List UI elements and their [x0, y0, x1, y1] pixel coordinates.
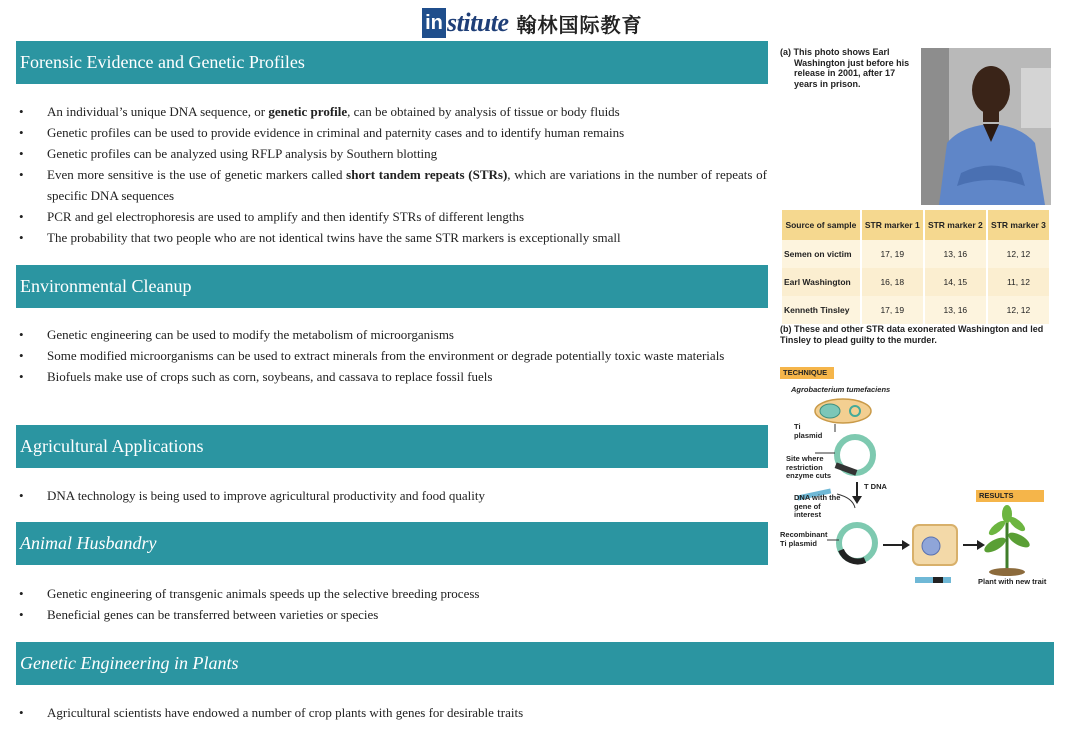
table-cell: 16, 18	[862, 268, 923, 296]
label-restriction-site: Site where restriction enzyme cuts	[786, 454, 832, 480]
label-agrobacterium: Agrobacterium tumefaciens	[791, 385, 891, 394]
list-item: • Agricultural scientists have endowed a number of crop plants with genes for desirable traits	[16, 702, 767, 723]
list-item: • Genetic profiles can be analyzed using RFLP analysis by Southern blotting	[16, 143, 767, 164]
bullet-list-environmental	[16, 324, 767, 387]
table-cell: Kenneth Tinsley	[782, 296, 860, 324]
logo-mark: in	[422, 8, 446, 38]
list-item: • Even more sensitive is the use of genetic markers called short tandem repeats (STRs), which are variations in the number of repeats of specific DNA sequences	[16, 164, 767, 206]
column-header: STR marker 3	[988, 210, 1049, 240]
results-tag: RESULTS	[976, 490, 1044, 502]
table-cell: 12, 12	[988, 296, 1049, 324]
label-t-dna: T DNA	[864, 482, 887, 491]
str-data-table	[780, 210, 1051, 324]
section-title: Agricultural Applications	[20, 436, 204, 456]
logo-chinese-name: 翰林国际教育	[516, 12, 643, 37]
column-header: STR marker 2	[925, 210, 986, 240]
section-banner-plants	[16, 642, 1054, 685]
technique-tag: TECHNIQUE	[780, 367, 834, 379]
table-cell: 13, 16	[925, 240, 986, 268]
table-cell: Earl Washington	[782, 268, 860, 296]
table-row	[782, 240, 1049, 268]
list-item: • Genetic profiles can be used to provide evidence in criminal and paternity cases and to identify human remains	[16, 122, 767, 143]
table-cell: 13, 16	[925, 296, 986, 324]
label-plant-new-trait: Plant with new trait	[978, 577, 1047, 586]
label-gene-of-interest: DNA with the gene of interest	[794, 493, 841, 519]
section-title: Genetic Engineering in Plants	[20, 653, 239, 673]
table-cell: Semen on victim	[782, 240, 860, 268]
bullet-list-agricultural	[16, 485, 767, 506]
list-item: • An individual’s unique DNA sequence, or genetic profile, can be obtained by analysis of tissue or body fluids	[16, 101, 767, 122]
section-title: Animal Husbandry	[20, 533, 157, 553]
institute-logo	[422, 6, 643, 40]
table-row	[782, 268, 1049, 296]
list-item: • Genetic engineering can be used to modify the metabolism of microorganisms	[16, 324, 767, 345]
table-cell: 14, 15	[925, 268, 986, 296]
section-title: Forensic Evidence and Genetic Profiles	[20, 52, 305, 72]
column-header: STR marker 1	[862, 210, 923, 240]
transgenic-plant	[982, 505, 1032, 576]
figure-caption-b: (b) These and other STR data exonerated Washington and led Tinsley to plead guilty to the murder.	[780, 324, 1044, 345]
label-recombinant-plasmid: Recombinant Ti plasmid	[780, 530, 828, 548]
section-banner-environmental	[16, 265, 768, 308]
list-item: • Biofuels make use of crops such as corn, soybeans, and cassava to replace fossil fuels	[16, 366, 767, 387]
portrait-illustration	[921, 48, 1051, 205]
list-item: • PCR and gel electrophoresis are used to amplify and then identify STRs of different lengths	[16, 206, 767, 227]
bullet-list-forensic	[16, 101, 767, 248]
table-header-row	[782, 210, 1049, 240]
bullet-list-animal-husbandry	[16, 583, 767, 625]
column-header: Source of sample	[782, 210, 860, 240]
bullet-list-plants	[16, 702, 767, 723]
bacterial-chromosome	[820, 404, 840, 418]
section-banner-forensic	[16, 41, 768, 84]
logo-wordmark: stitute	[447, 8, 509, 37]
section-banner-animal-husbandry	[16, 522, 768, 565]
list-item: • Genetic engineering of transgenic animals speeds up the selective breeding process	[16, 583, 767, 604]
section-banner-agricultural	[16, 425, 768, 468]
list-item: • Beneficial genes can be transferred between varieties or species	[16, 604, 767, 625]
plant-cell-nucleus	[922, 537, 940, 555]
section-title: Environmental Cleanup	[20, 276, 192, 296]
table-cell: 12, 12	[988, 240, 1049, 268]
earl-washington-photo	[921, 48, 1051, 205]
label-ti-plasmid: Ti plasmid	[794, 422, 823, 440]
list-item: • The probability that two people who are not identical twins have the same STR markers is exceptionally small	[16, 227, 767, 248]
figure-caption-a: (a) This photo shows Earl Washington just before his release in 2001, after 17 years in prison.	[780, 47, 910, 89]
table-cell: 17, 19	[862, 240, 923, 268]
list-item: • Some modified microorganisms can be used to extract minerals from the environment or degrade potentially toxic waste materials	[16, 345, 767, 366]
table-cell: 11, 12	[988, 268, 1049, 296]
table-row	[782, 296, 1049, 324]
table-cell: 17, 19	[862, 296, 923, 324]
list-item: • DNA technology is being used to improve agricultural productivity and food quality	[16, 485, 767, 506]
ti-plasmid-diagram	[775, 380, 1065, 600]
